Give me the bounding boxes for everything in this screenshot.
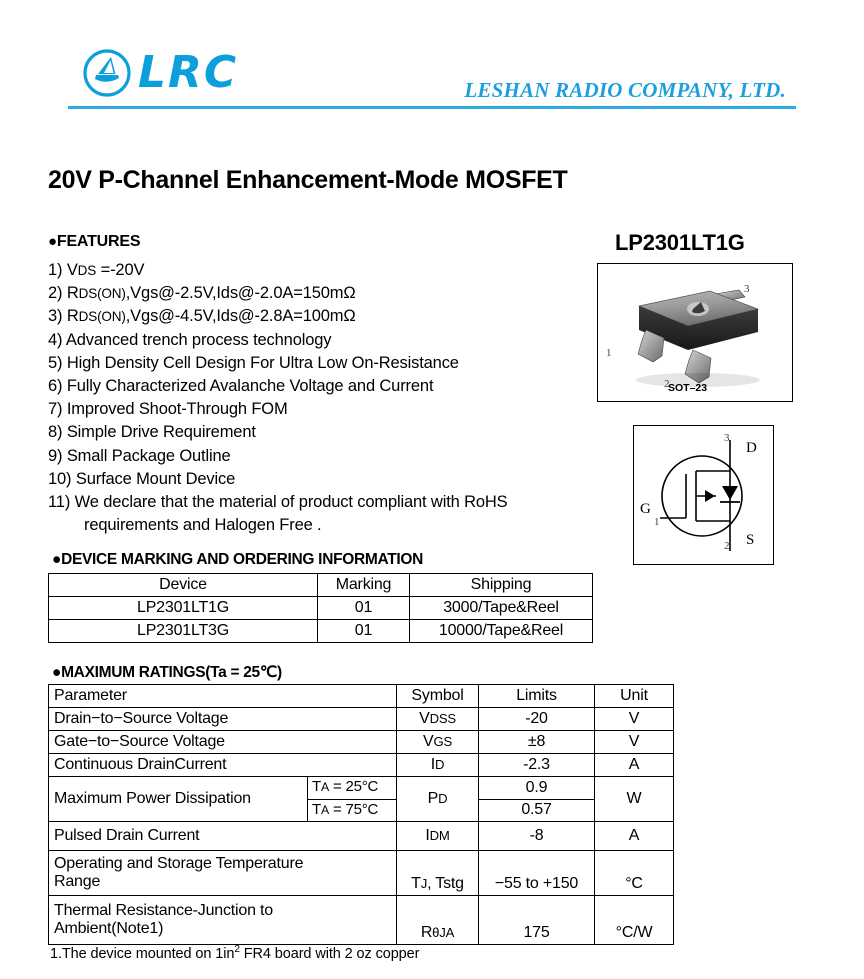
cell-shipping: 3000/Tape&Reel [410,597,593,620]
part-number: LP2301LT1G [615,230,745,255]
cell-unit: W [595,777,674,822]
cell-limits-ta25: 0.9 [479,778,594,800]
list-item-number: 6) [48,377,63,396]
cell-parameter-line1: Thermal Resistance-Junction to [54,902,273,920]
table-row [49,822,674,851]
cell-limits: -2.3 [479,754,595,777]
cell-parameter [49,851,397,896]
lrc-sailboat-circle-logo [82,48,132,98]
cell-limits: -8 [479,822,595,851]
cell-marking: 01 [318,597,410,620]
list-item-number: 7) [48,400,63,419]
column-header-limits: Limits [479,685,595,708]
package-outline-box [597,263,793,402]
package-pin-1: 1 [606,347,612,359]
list-item [48,282,588,305]
list-item [48,305,588,328]
symbol-pin-1: 1 [654,516,660,528]
page-header [0,0,864,112]
list-item [48,352,588,375]
list-item-number: 4) [48,330,63,349]
marking-section-heading [52,551,423,569]
column-header-device: Device [49,574,318,597]
package-type-label: SOT–23 [668,382,708,394]
bullet-icon: ● [52,551,62,568]
cell-marking: 01 [318,620,410,643]
list-item-label: Fully Characterized Avalanche Voltage and Current [66,377,434,396]
list-item-continuation: requirements and Halogen Free . [84,516,322,535]
symbol-pin-2: 2 [724,540,730,552]
schematic-symbol-box [633,425,774,565]
column-header-marking: Marking [318,574,410,597]
logo-wordmark: LRC [138,47,239,98]
list-item-number: 10) [48,469,72,488]
cell-symbol: TJ, Tstg [397,851,479,896]
bullet-icon: ● [48,233,57,250]
list-item-number: 2) [48,284,63,303]
cell-limits: 175 [479,896,595,945]
table-row [49,620,593,643]
cell-parameter-line2: Range [54,873,101,890]
table-header-row [49,685,674,708]
cell-unit: °C/W [595,896,674,945]
table-header-row [49,574,593,597]
list-item [48,329,588,352]
list-item [48,259,588,282]
package-pin-2: 2 [664,378,670,390]
cell-condition-ta75: TA = 75°C [312,800,379,818]
features-heading [48,233,140,251]
symbol-pin-3: 3 [724,432,730,444]
features-heading-label: FEATURES [56,233,141,250]
cell-unit: A [595,754,674,777]
list-item-label: Surface Mount Device [75,469,236,488]
sot23-package-photo [598,264,791,400]
footnote-superscript: 2 [234,944,240,955]
cell-unit: °C [595,851,674,896]
list-item [48,398,588,421]
list-item [48,491,588,537]
table-row [49,708,674,731]
list-item-label: We declare that the material of product compliant with RoHS [74,493,508,512]
list-item-label: High Density Cell Design For Ultra Low On-Resistance [66,353,459,372]
table-row [49,896,674,945]
list-item-label: Simple Drive Requirement [66,423,256,442]
cell-limits: −55 to +150 [479,851,595,896]
cell-unit: V [595,731,674,754]
cell-symbol: PD [397,777,479,822]
list-item-number: 3) [48,307,63,326]
cell-symbol: RθJA [397,896,479,945]
company-name: LESHAN RADIO COMPANY, LTD. [464,78,786,102]
table-row [49,851,674,896]
footnote-prefix: 1.The device mounted on 1in [50,945,235,962]
cell-shipping: 10000/Tape&Reel [410,620,593,643]
header-divider [68,106,796,109]
cell-symbol: IDM [397,822,479,851]
cell-parameter [49,777,397,822]
cell-limits [479,777,595,822]
symbol-drain-label: D [746,440,757,456]
list-item-label: RDS(ON),Vgs@-2.5V,Ids@-2.0A=150mΩ [66,284,356,303]
column-header-shipping: Shipping [410,574,593,597]
column-header-parameter: Parameter [49,685,397,708]
cell-parameter: Continuous DrainCurrent [49,754,397,777]
cell-device: LP2301LT3G [49,620,318,643]
cell-parameter: Gate−to−Source Voltage [49,731,397,754]
list-item [48,445,588,468]
cell-parameter: Pulsed Drain Current [49,822,397,851]
bullet-icon: ● [52,664,62,681]
list-item-label: Small Package Outline [66,446,231,465]
table-row [49,777,674,822]
symbol-source-label: S [746,532,755,548]
cell-parameter-line1: Operating and Storage Temperature [54,855,304,873]
list-item-number: 9) [48,446,63,465]
symbol-gate-label: G [640,501,651,517]
list-item-label: Improved Shoot-Through FOM [66,400,288,419]
cell-unit: V [595,708,674,731]
column-header-unit: Unit [595,685,674,708]
cell-unit: A [595,822,674,851]
cell-condition-ta25: TA = 25°C [308,777,396,800]
cell-device: LP2301LT1G [49,597,318,620]
device-marking-table [48,573,593,643]
list-item [48,468,588,491]
cell-limits: ±8 [479,731,595,754]
list-item-label: VDS =-20V [66,261,145,279]
list-item-label: RDS(ON),Vgs@-4.5V,Ids@-2.8A=100mΩ [66,307,356,326]
list-item-number: 11) [48,493,71,512]
maximum-ratings-table [48,684,674,945]
cell-parameter [49,896,397,945]
package-pin-3: 3 [744,283,750,295]
footnote [50,944,419,962]
column-header-symbol: Symbol [397,685,479,708]
cell-symbol: VGS [397,731,479,754]
list-item-number: 8) [48,423,63,442]
page-title: 20V P-Channel Enhancement-Mode MOSFET [48,166,568,194]
table-row [49,754,674,777]
cell-symbol: ID [397,754,479,777]
cell-parameter-label: Maximum Power Dissipation [54,790,251,808]
brand-logo [82,48,238,98]
footnote-suffix: FR4 board with 2 oz copper [239,945,420,962]
list-item [48,421,588,444]
table-row [49,597,593,620]
list-item-label: Advanced trench process technology [65,330,332,349]
marking-heading-label: DEVICE MARKING AND ORDERING INFORMATION [61,551,424,568]
list-item-number: 1) [48,261,63,279]
cell-limits-ta75: 0.57 [521,801,552,819]
cell-symbol: VDSS [397,708,479,731]
list-item [48,375,588,398]
list-item-number: 5) [48,353,63,372]
cell-limits: -20 [479,708,595,731]
cell-parameter: Drain−to−Source Voltage [49,708,397,731]
ratings-heading-label: MAXIMUM RATINGS(Ta = 25℃) [61,664,282,681]
features-list [48,259,588,537]
cell-parameter-line2: Ambient(Note1) [54,920,164,937]
ratings-section-heading [52,663,282,682]
table-row [49,731,674,754]
